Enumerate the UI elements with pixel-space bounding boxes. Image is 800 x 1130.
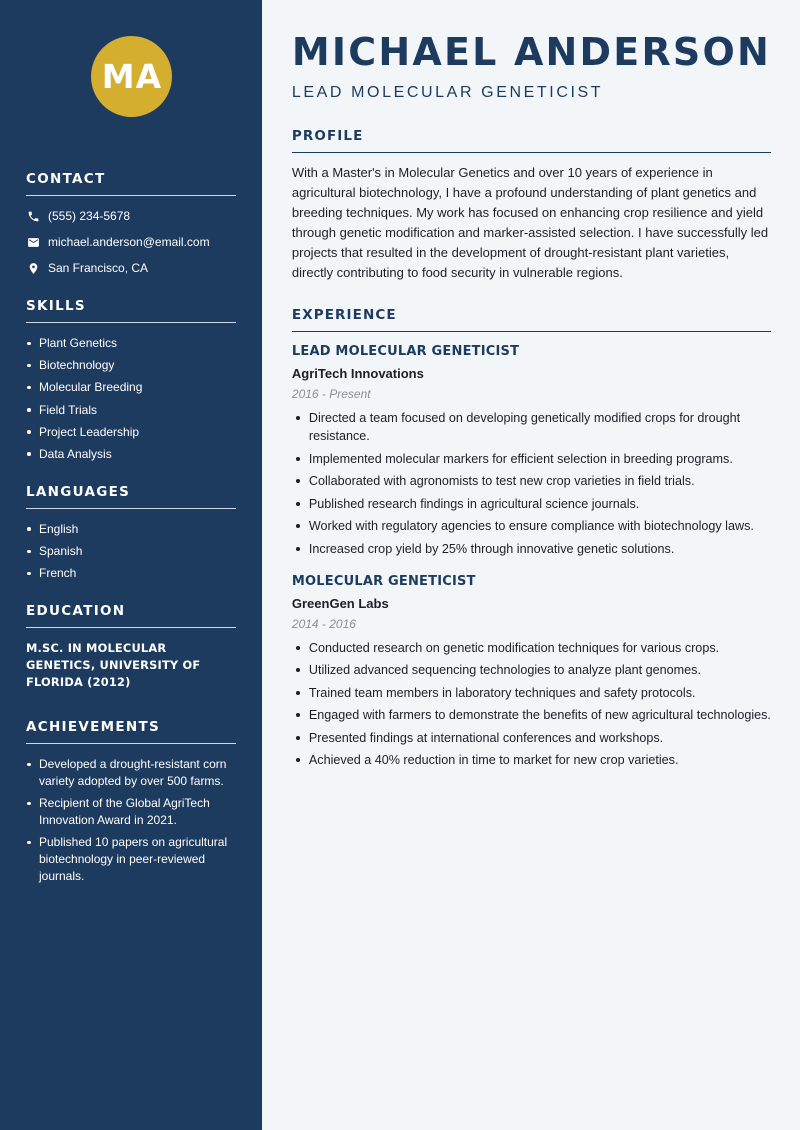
job-bullet: Achieved a 40% reduction in time to market for new crop varieties. xyxy=(292,751,771,769)
job-company: GreenGen Labs xyxy=(291,595,389,611)
experience-section xyxy=(292,307,771,769)
achievement-item: Published 10 papers on agricultural biotechnology in peer-reviewed journals. xyxy=(26,834,236,885)
job-dates: 2016 - Present xyxy=(291,387,371,401)
achievement-item: Developed a drought-resistant corn variety adopted by over 500 farms. xyxy=(26,756,236,790)
skill-item: Project Leadership xyxy=(26,424,236,440)
avatar-wrapper xyxy=(26,36,236,117)
job-entry xyxy=(292,574,771,770)
languages-list xyxy=(26,521,236,581)
job-title: LEAD MOLECULAR GENETICIST xyxy=(291,344,520,359)
skill-item: Field Trials xyxy=(26,402,236,418)
location-pin-icon xyxy=(26,261,40,275)
job-bullet: Implemented molecular markers for efficient selection in breeding programs. xyxy=(292,450,771,468)
skills-heading: SKILLS xyxy=(26,298,236,323)
job-bullet: Collaborated with agronomists to test new crop varieties in field trials. xyxy=(292,472,771,490)
skill-item: Biotechnology xyxy=(26,357,236,373)
location-text: San Francisco, CA xyxy=(48,261,149,275)
sidebar xyxy=(0,0,262,1130)
job-dates: 2014 - 2016 xyxy=(291,616,356,631)
achievements-list xyxy=(26,756,236,885)
skills-section xyxy=(26,298,236,462)
job-bullet: Published research findings in agricultural science journals. xyxy=(292,495,771,513)
contact-heading: CONTACT xyxy=(26,171,236,196)
job-title: MOLECULAR GENETICIST xyxy=(291,573,476,589)
job-bullet: Utilized advanced sequencing technologies to analyze plant genomes. xyxy=(292,661,771,679)
languages-section xyxy=(26,484,236,581)
job-bullet: Conducted research on genetic modification techniques for various crops. xyxy=(292,639,771,657)
job-bullet: Directed a team focused on developing genetically modified crops for drought resistance. xyxy=(292,409,771,445)
skill-item: Plant Genetics xyxy=(26,335,236,351)
job-bullets xyxy=(292,639,771,770)
job-bullet: Worked with regulatory agencies to ensure compliance with biotechnology laws. xyxy=(292,517,771,535)
education-heading: EDUCATION xyxy=(26,603,236,628)
skill-item: Data Analysis xyxy=(26,446,236,462)
job-bullets xyxy=(292,409,771,558)
education-degree: M.SC. IN MOLECULAR GENETICS, UNIVERSITY OF FLORIDA (2012) xyxy=(26,641,201,690)
skills-list xyxy=(26,335,236,462)
experience-heading: EXPERIENCE xyxy=(292,307,771,332)
education-section xyxy=(26,603,236,691)
contact-section xyxy=(26,171,236,276)
language-item: English xyxy=(26,521,236,537)
achievements-section xyxy=(26,719,236,885)
job-bullet: Increased crop yield by 25% through innovative genetic solutions. xyxy=(292,540,771,558)
contact-location xyxy=(26,260,236,276)
phone-icon xyxy=(26,209,40,223)
profile-text: With a Master's in Molecular Genetics and over 10 years of experience in agricultural biotechnology, I have a profound understanding of plant genetics and breeding techniques. My work has focused on enhancing crop resilience and yield through genetic modification and marker-assisted selection. I have successfully led projects that resulted in the development of drought-resistant plant varieties, directly contributing to food security in vulnerable regions. xyxy=(291,165,769,280)
language-item: French xyxy=(26,565,236,581)
job-bullet: Trained team members in laboratory techniques and safety protocols. xyxy=(292,684,771,702)
phone-text: (555) 234-5678 xyxy=(48,209,131,223)
profile-heading: PROFILE xyxy=(292,128,771,153)
candidate-name: MICHAEL ANDERSON xyxy=(291,30,771,74)
email-icon xyxy=(26,235,40,249)
main-content xyxy=(262,0,800,1130)
achievements-heading: ACHIEVEMENTS xyxy=(26,719,236,744)
job-bullet: Engaged with farmers to demonstrate the benefits of new agricultural technologies. xyxy=(292,706,771,724)
avatar: MA xyxy=(91,36,172,117)
languages-heading: LANGUAGES xyxy=(26,484,236,509)
job-company: AgriTech Innovations xyxy=(291,366,424,381)
contact-email xyxy=(26,234,236,250)
email-text: michael.anderson@email.com xyxy=(48,235,210,249)
skill-item: Molecular Breeding xyxy=(26,379,236,395)
job-bullet: Presented findings at international conferences and workshops. xyxy=(292,729,771,747)
profile-section xyxy=(292,128,771,283)
job-entry xyxy=(292,344,771,558)
achievement-item: Recipient of the Global AgriTech Innovation Award in 2021. xyxy=(26,795,236,829)
contact-phone xyxy=(26,208,236,224)
candidate-title: LEAD MOLECULAR GENETICIST xyxy=(291,84,604,101)
language-item: Spanish xyxy=(26,543,236,559)
